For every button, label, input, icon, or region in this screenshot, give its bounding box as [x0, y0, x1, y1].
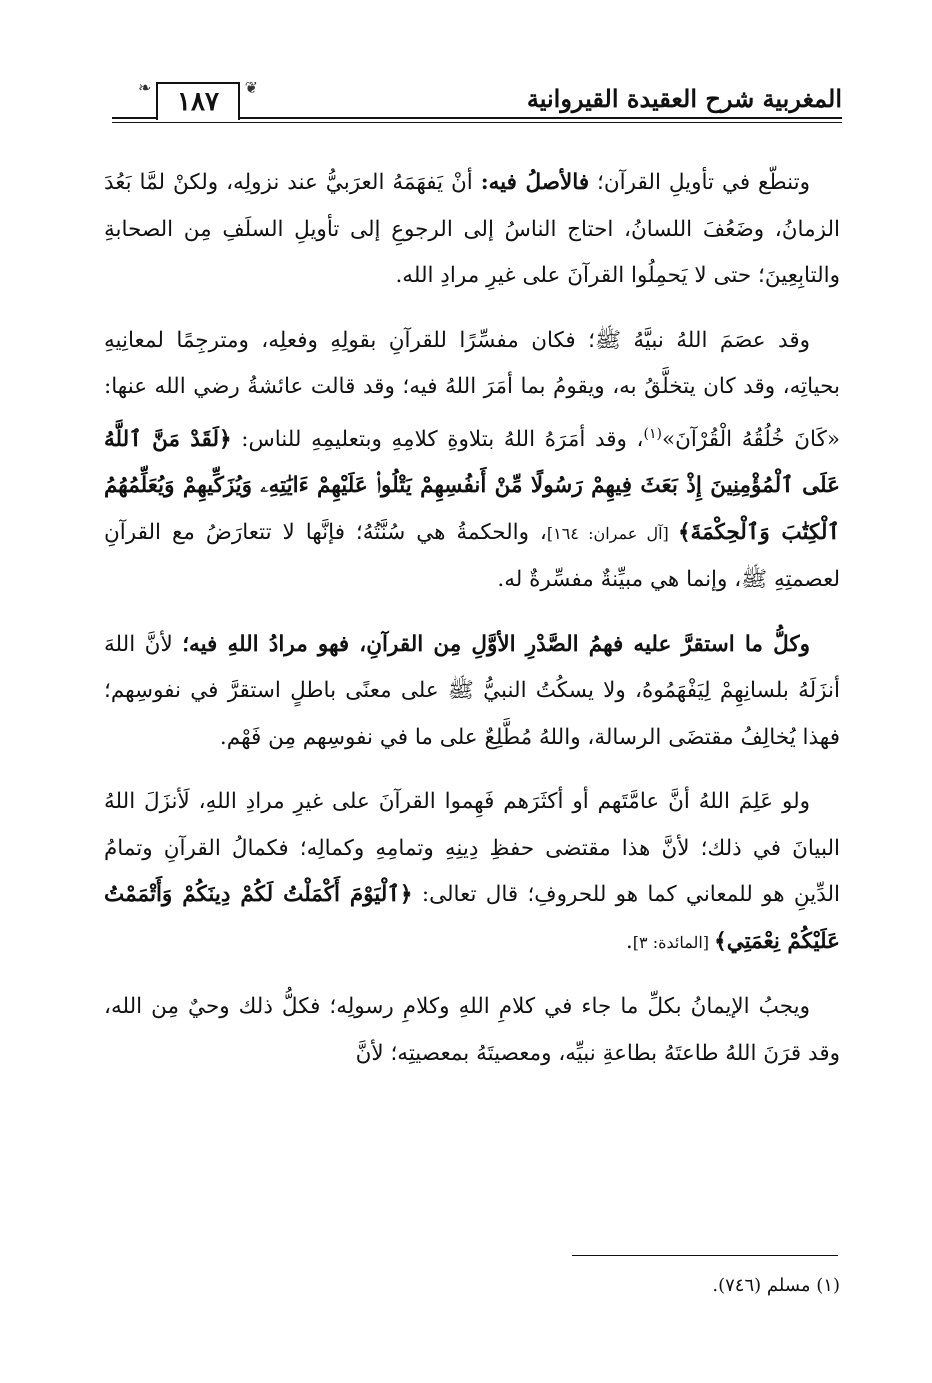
- text-run: وتنطّع في تأويلِ القرآن؛: [589, 170, 810, 195]
- bold-text: فالأصلُ فيه:: [480, 170, 590, 195]
- text-run: .: [625, 928, 633, 954]
- footnote-separator: [572, 1255, 838, 1256]
- paragraph: [104, 160, 840, 300]
- ornament-icon: ❦: [244, 78, 258, 97]
- header-rule-thin: [112, 122, 842, 123]
- bold-text: وكلُّ ما استقرَّ عليه فهمُ الصَّدْرِ الأوَّلِ مِن القرآنِ، فهو مرادُ اللهِ فيه؛: [182, 631, 810, 657]
- text-run: ويجبُ الإيمانُ بكلِّ ما جاء في كلامِ اللهِ وكلامِ رسولِه؛ فكلُّ ذلك وحيٌ مِن الله، وقد قرَنَ اللهُ طاعتَهُ بطاعةِ نبيِّه، ومعصيتَهُ بمعصيتِه؛ لأنَّ: [104, 994, 840, 1066]
- verse-reference: [المائدة: ٣]: [632, 932, 715, 952]
- main-text: [104, 160, 840, 1095]
- paragraph: [104, 984, 840, 1077]
- text-run: ، وقد أمَرَهُ اللهُ بتلاوةِ كلامِهِ وبتعليمِهِ للناس:: [231, 426, 644, 452]
- quran-verse: ﴿لَقَدْ مَنَّ ٱللَّهُ عَلَى ٱلْمُؤْمِنِينَ إِذْ بَعَثَ فِيهِمْ رَسُولًا مِّنْ أَنفُسِهِمْ يَتْلُوا۟ عَلَيْهِمْ ءَايَٰتِهِۦ وَيُزَكِّيهِمْ وَيُعَلِّمُهُمُ ٱلْكِتَٰبَ وَٱلْحِكْمَةَ﴾: [104, 426, 840, 545]
- text-run: ، والحكمةُ هي سُنَّتُهُ؛ فإنَّها لا تتعارَضُ مع القرآنِ لعصمتِهِ ﷺ، وإنما هي مبيِّنةٌ مفسِّرةٌ له.: [104, 519, 840, 593]
- book-title: المغربية شرح العقيدة القيروانية: [526, 84, 842, 113]
- text-run: وقد عصَمَ اللهُ نبيَّهُ ﷺ؛ فكان مفسِّرًا للقرآنِ بقولِهِ وفعلِه، ومترجِمًا لمعانِيهِ بحياتِه، وقد كان يتخلَّقُ به، ويقومُ بما أمَرَ اللهُ فيه؛ وقد قالت عائشةُ رضي الله عنها: «كَانَ خُلُقُهُ الْقُرْآنَ»: [104, 327, 840, 452]
- verse-reference: [آل عمران: ١٦٤]: [546, 523, 678, 543]
- ornament-icon: ❧: [138, 78, 152, 97]
- paragraph: [104, 318, 840, 604]
- footnote: (١) مسلم (٧٤٦).: [712, 1275, 840, 1296]
- quran-verse: ﴿ٱلْيَوْمَ أَكْمَلْتُ لَكُمْ دِينَكُمْ وَأَتْمَمْتُ عَلَيْكُمْ نِعْمَتِي﴾: [104, 882, 840, 954]
- paragraph: [104, 622, 840, 762]
- footnote-marker: (١): [643, 425, 662, 442]
- page-number: ١٨٧: [177, 87, 219, 117]
- paragraph: [104, 779, 840, 966]
- running-header: [112, 78, 842, 126]
- page-number-box: [138, 78, 258, 120]
- text-run: ولو عَلِمَ اللهُ أنَّ عامَّتَهم أو أكثَرَهم فَهِموا القرآنَ على غيرِ مرادِ اللهِ، لَأنزَلَ اللهُ البيانَ في ذلك؛ لأنَّ هذا مقتضى حفظِ دِينِهِ وتمامِهِ وكمالِه؛ فكمالُ القرآنِ وتمامُ الدِّينِ هو للمعاني كما هو للحروفِ؛ قال تعالى:: [104, 789, 841, 908]
- text-run: أنْ يَفهَمَهُ العرَبيُّ عند نزولِه، ولكنْ لمَّا بَعُدَ الزمانُ، وضَعُفَ اللسانُ، احتاج الناسُ إلى الرجوعِ إلى تأويلِ السلَفِ مِن الصحابةِ والتابِعِينَ؛ حتى لا يَحمِلُوا القرآنَ على غيرِ مرادِ الله.: [104, 170, 840, 288]
- text-run: لأنَّ اللهَ أنزَلَهُ بلسانِهِمْ لِيَفْهَمُوهُ، ولا يسكُتُ النبيُّ ﷺ على معنًى باطلٍ استقرَّ في نفوسِهم؛ فهذا يُخالِفُ مقتضَى الرسالة، واللهُ مُطَّلِعٌ على ما في نفوسِهم مِن فَهْم.: [104, 631, 840, 750]
